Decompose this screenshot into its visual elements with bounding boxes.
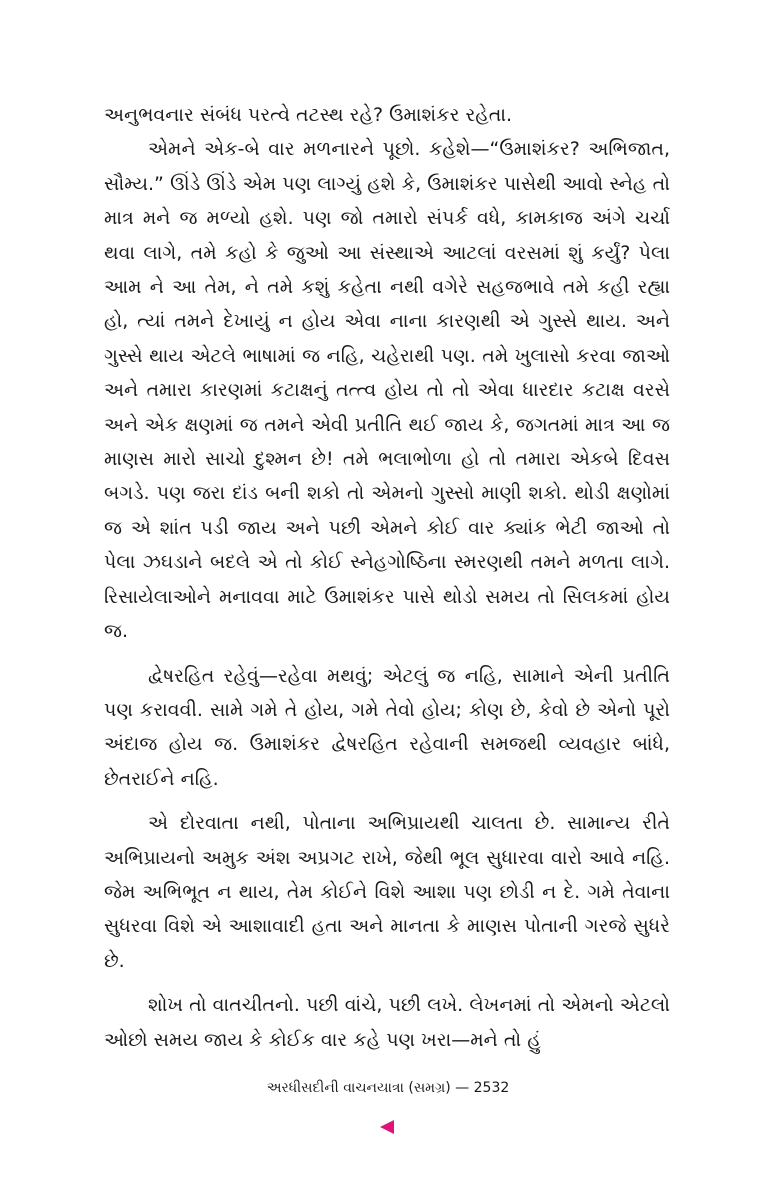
paragraph-4: એ દોરવાતા નથી, પોતાના અભિપ્રાયથી ચાલતા છે. સામાન્ય રીતે અભિપ્રાયનો અમુક અંશ અપ્રગટ રાખે, જેથી ભૂલ સુધારવા વારો આવે નહિ. જેમ અભિભૂત ન થાય, તેમ કોઈને વિશે આશા પણ છોડી ન દે. ગમે તેવાના સુધરવા વિશે એ આશાવાદી હતા અને માનતા કે માણસ પોતાની ગરજે સુધરે છે. xyxy=(104,812,670,972)
page-body xyxy=(104,98,670,1067)
previous-page-arrow-icon[interactable] xyxy=(380,1120,394,1134)
paragraph-3: દ્વેષરહિત રહેવું—રહેવા મથવું; એટલું જ નહિ, સામાને એની પ્રતીતિ પણ કરાવવી. સામે ગમે તે હોય, ગમે તેવો હોય; કોણ છે, કેવો છે એનો પૂરો અંદાજ હોય જ. ઉમાશંકર દ્વેષરહિત રહેવાની સમજથી વ્યવહાર બાંધે, છેતરાઈને નહિ. xyxy=(104,664,670,790)
paragraph-1: અનુભવનાર સંબંધ પરત્વે તટસ્થ રહે? ઉમાશંકર રહેતા. xyxy=(104,104,513,126)
page-footer: અરધીસદીની વાચનયાત્રા (સમગ્ર) — 2532 xyxy=(266,1080,510,1096)
paragraph-2: એમને એક-બે વાર મળનારને પૂછો. કહેશે—“ઉમાશંકર? અભિજાત, સૌમ્ય.” ઊંડે ઊંડે એમ પણ લાગ્યું હશે કે, ઉમાશંકર પાસેથી આવો સ્નેહ તો માત્ર મને જ મળ્યો હશે. પણ જો તમારો સંપર્ક વધે, કામકાજ અંગે ચર્ચા થવા લાગે, તમે કહો કે જુઓ આ સંસ્થાએ આટલાં વરસમાં શું કર્યું? પેલા આમ ને આ તેમ, ને તમે કશું કહેતા નથી વગેરે સહજભાવે તમે કહી રહ્યા હો, ત્યાં તમને દેખાયું ન હોય એવા નાના કારણથી એ ગુસ્સે થાય. અને ગુસ્સે થાય એટલે ભાષામાં જ નહિ, ચહેરાથી પણ. તમે ખુલાસો કરવા જાઓ અને તમારા કારણમાં કટાક્ષનું તત્ત્વ હોય તો તો એવા ધારદાર કટાક્ષ વરસે અને એક ક્ષણમાં જ તમને એવી પ્રતીતિ થઈ જાય કે, જગતમાં માત્ર આ જ માણસ મારો સાચો દુશ્મન છે! તમે ભલાભોળા હો તો તમારા એકબે દિવસ બગડે. પણ જરા દાંડ બની શકો તો એમનો ગુસ્સો માણી શકો. થોડી ક્ષણોમાં જ એ શાંત પડી જાય અને પછી એમને કોઈ વાર ક્યાંક ભેટી જાઓ તો પેલા ઝઘડાને બદલે એ તો કોઈ સ્નેહગોષ્ઠિના સ્મરણથી તમને મળતા લાગે. રિસાયેલાઓને મનાવવા માટે ઉમાશંકર પાસે થોડો સમય તો સિલકમાં હોય જ. xyxy=(104,138,670,643)
paragraph-5: શોખ તો વાતચીતનો. પછી વાંચે, પછી લખે. લેખનમાં તો એમનો એટલો ઓછો સમય જાય કે કોઈક વાર કહે પણ ખરા—મને તો હું xyxy=(104,994,670,1051)
